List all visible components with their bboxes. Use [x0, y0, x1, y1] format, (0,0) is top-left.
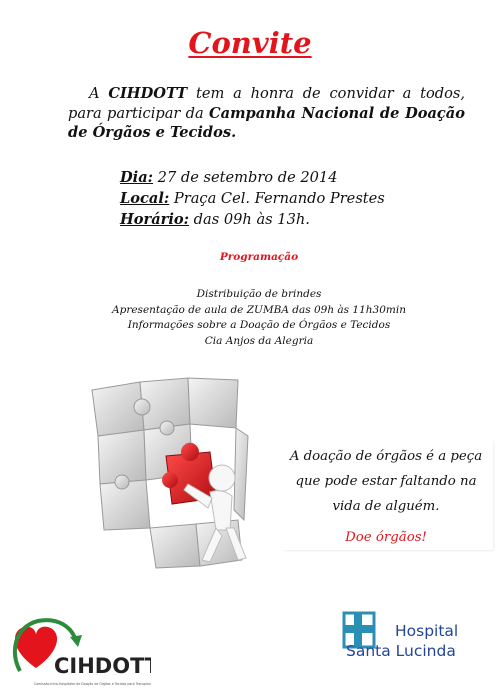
donate-call-to-action: Doe órgãos! — [345, 530, 427, 545]
campaign-name: Campanha Nacional de Doação de Órgãos e Tecidos. — [68, 104, 466, 141]
time-value: das 09h às 13h. — [189, 211, 310, 228]
place-value: Praça Cel. Fernando Prestes — [169, 190, 385, 207]
place-label: Local: — [120, 190, 170, 207]
cihdott-logo — [6, 613, 151, 693]
program-list — [0, 287, 500, 349]
quote-block — [286, 444, 486, 550]
day-label: Dia: — [120, 169, 154, 186]
puzzle-illustration — [70, 370, 270, 578]
cihdott-wordmark: CIHDOTT — [54, 654, 151, 678]
invitation-title: Convite — [188, 26, 312, 60]
heart-arrow-icon — [6, 613, 151, 693]
program-title: Programação — [219, 251, 299, 263]
program-item: Apresentação de aula de ZUMBA das 09h às 11h30min — [112, 303, 406, 316]
intro-middle: tem a honra de convidar a todos, para participar da — [68, 85, 465, 122]
day-value: 27 de setembro de 2014 — [153, 169, 338, 186]
program-item: Distribuição de brindes — [196, 288, 322, 300]
time-line — [120, 209, 385, 230]
quote-text: A doação de órgãos é a peça que pode estar faltando na vida de alguém. — [289, 449, 483, 514]
org-name: CIHDOTT — [108, 85, 188, 102]
intro-paragraph — [68, 84, 465, 143]
hospital-name-line2: Santa Lucinda — [346, 642, 456, 660]
day-line — [120, 167, 385, 188]
place-line — [120, 188, 385, 209]
hospital-logo — [342, 611, 477, 666]
event-details — [120, 167, 385, 230]
program-item: Informações sobre a Doação de Órgãos e Tecidos — [127, 319, 391, 332]
time-label: Horário: — [120, 211, 190, 228]
hospital-name-line1: Hospital — [395, 622, 459, 640]
program-item: Cia Anjos da Alegria — [204, 334, 314, 347]
intro-prefix: A — [89, 85, 109, 102]
cihdott-tagline: Comissão Intra-Hospitalar de Doação de Órgãos e Tecidos para Transplante — [34, 682, 151, 686]
